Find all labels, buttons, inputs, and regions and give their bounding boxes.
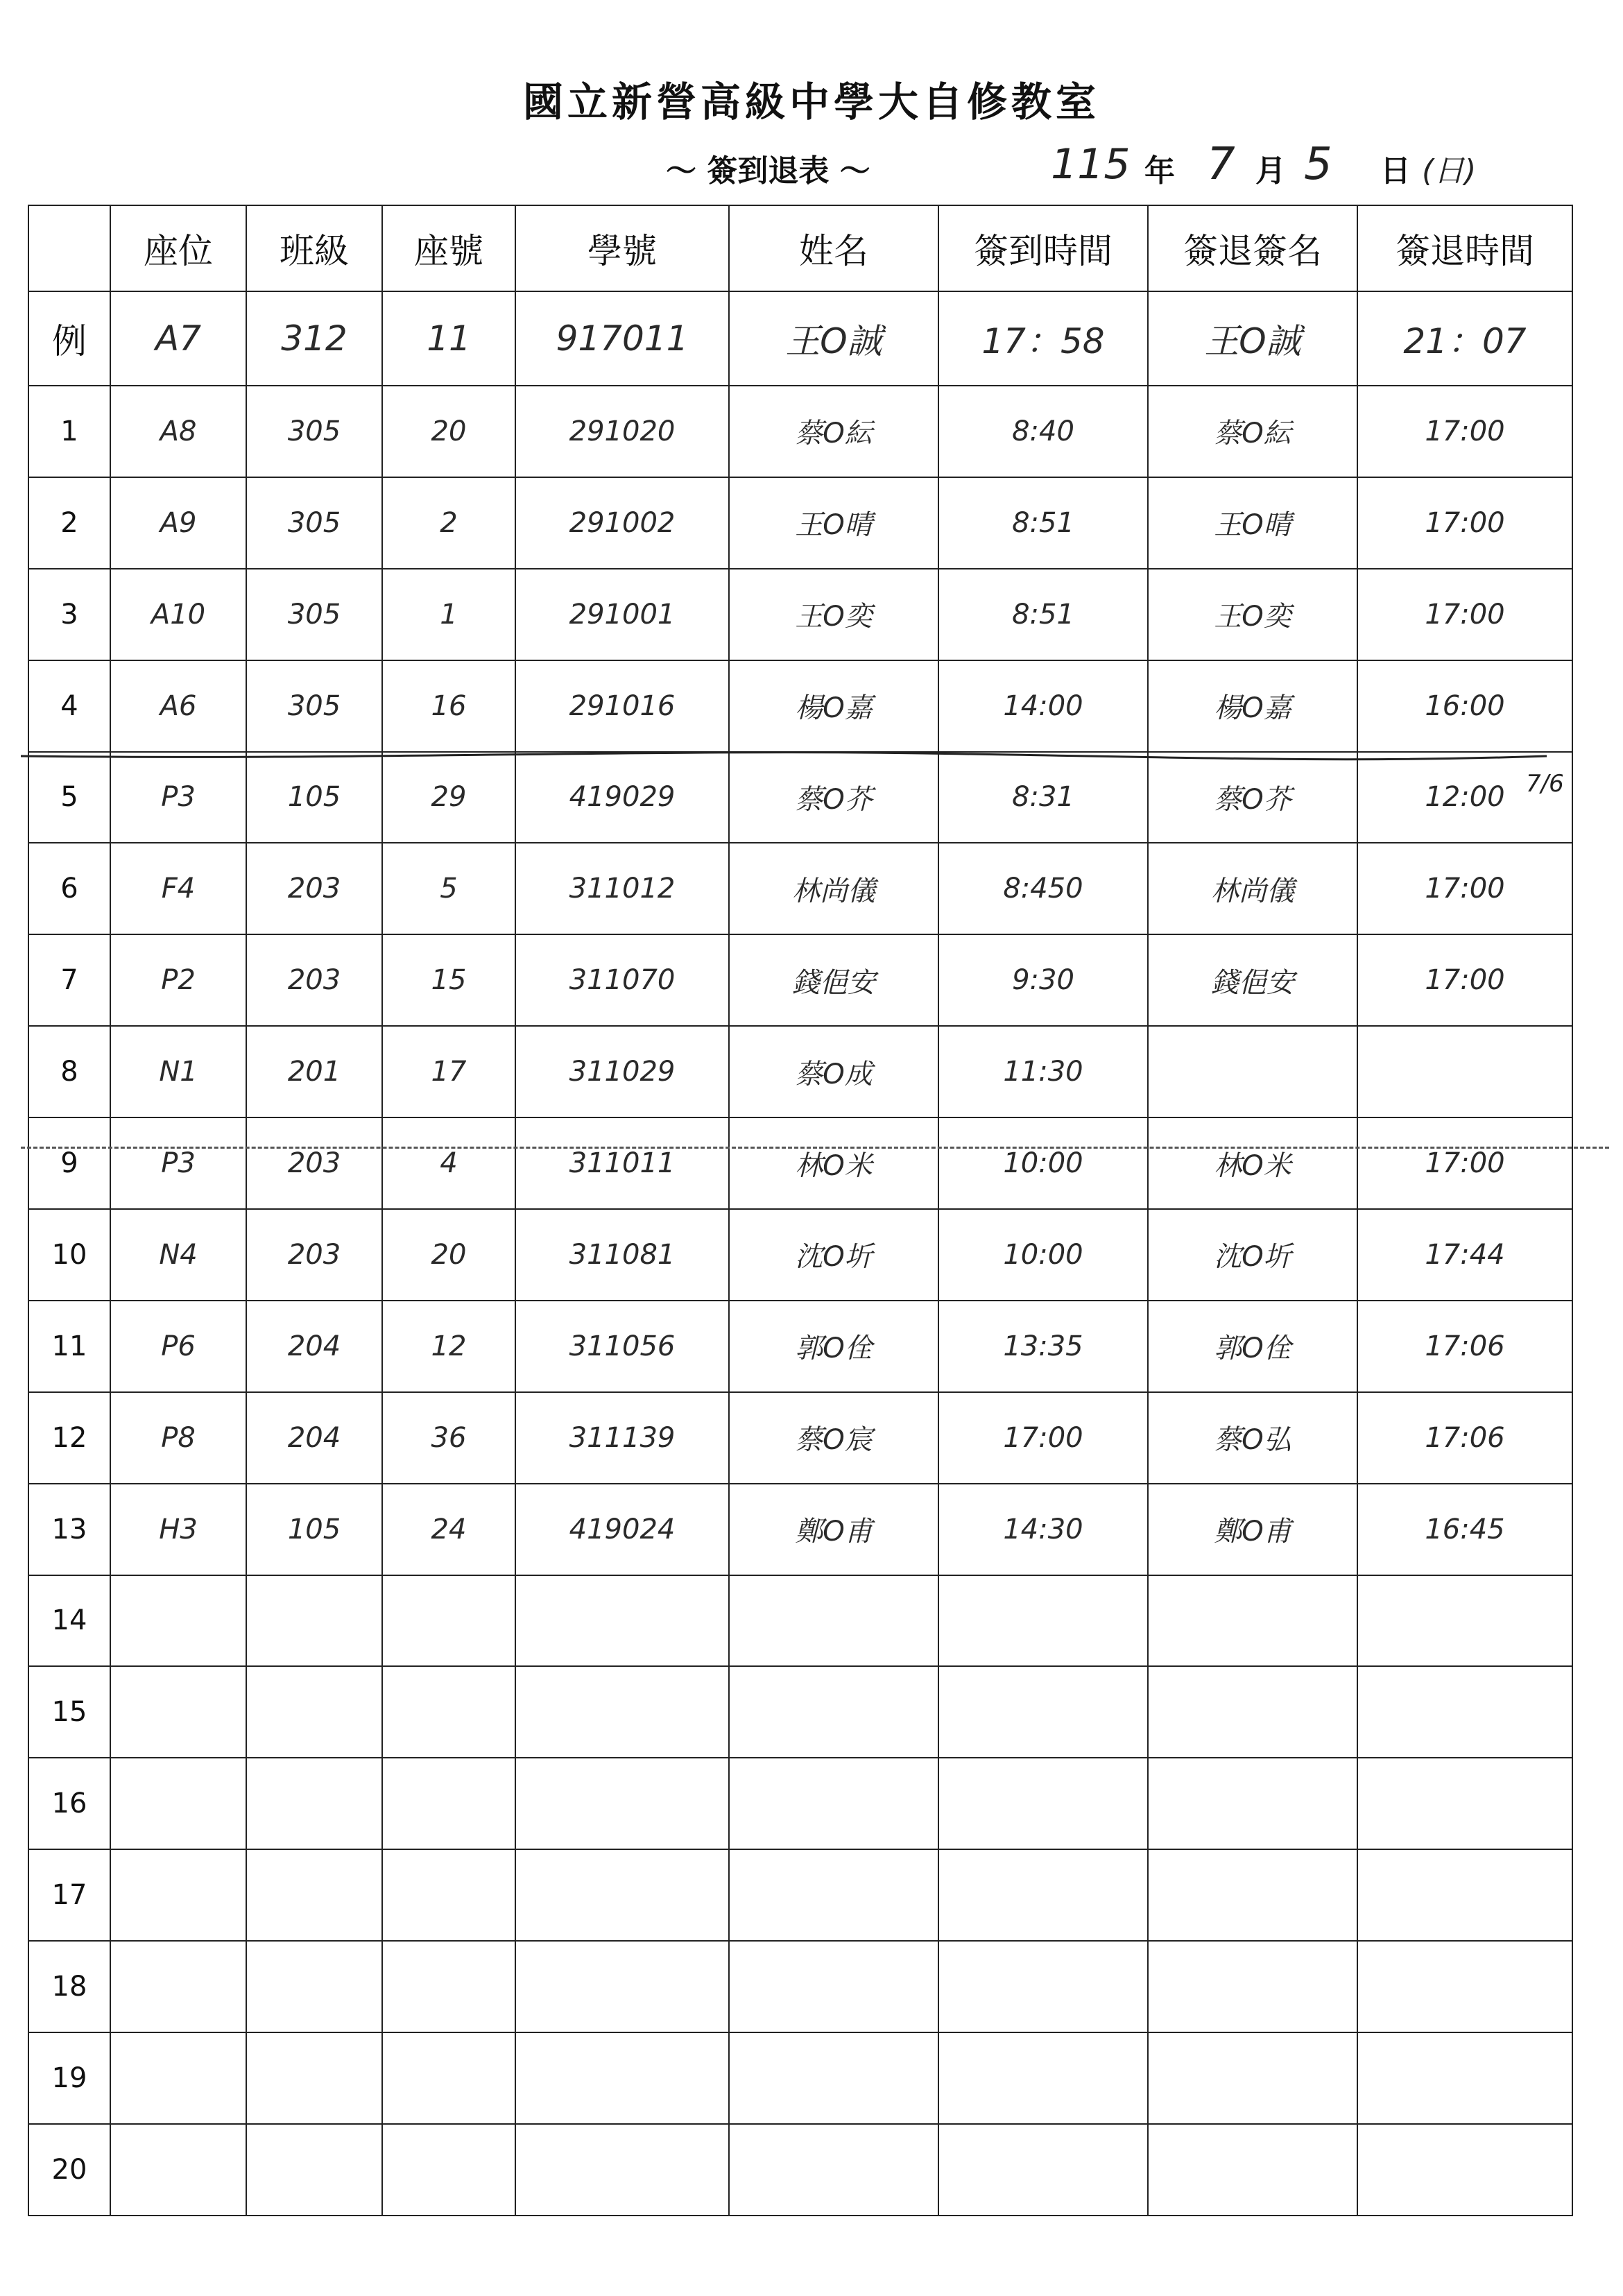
row-index-cell: 7	[28, 934, 110, 1026]
class-cell: 204	[246, 1392, 382, 1484]
header-index	[28, 205, 110, 291]
student-id-cell	[515, 1941, 729, 2032]
sign-out-time-cell: 17:00	[1357, 1117, 1572, 1209]
student-id-cell: 419024	[515, 1484, 729, 1575]
name-cell: 王O奕	[729, 569, 938, 660]
student-id-cell: 419029	[515, 752, 729, 843]
example-seat-number: 11	[382, 291, 515, 386]
name-cell	[729, 1849, 938, 1941]
student-id-cell: 311012	[515, 843, 729, 934]
seat-number-cell: 1	[382, 569, 515, 660]
sign-out-signature-cell	[1148, 1026, 1357, 1117]
sign-out-time-cell: 17:00	[1357, 569, 1572, 660]
header-sign-out-time: 簽退時間	[1357, 205, 1572, 291]
example-sign-in-time: 17：58	[938, 291, 1148, 386]
sign-out-time-cell: 17:06	[1357, 1392, 1572, 1484]
sign-out-signature-cell: 沈O圻	[1148, 1209, 1357, 1301]
header-seat-number: 座號	[382, 205, 515, 291]
sign-in-time-cell: 13:35	[938, 1301, 1148, 1392]
student-id-cell	[515, 2032, 729, 2124]
sign-out-signature-cell: 錢俋安	[1148, 934, 1357, 1026]
table-row	[28, 2124, 1572, 2216]
example-row	[28, 291, 1572, 386]
row-index-cell: 18	[28, 1941, 110, 2032]
row-index-cell: 12	[28, 1392, 110, 1484]
sign-out-time-cell	[1357, 2032, 1572, 2124]
seat-cell	[110, 1849, 246, 1941]
seat-number-cell	[382, 1666, 515, 1758]
seat-cell	[110, 1575, 246, 1667]
student-id-cell	[515, 1849, 729, 1941]
student-id-cell: 311029	[515, 1026, 729, 1117]
strike-line	[21, 748, 1547, 776]
seat-cell: F4	[110, 843, 246, 934]
row-index-cell: 17	[28, 1849, 110, 1941]
sign-out-signature-cell	[1148, 1941, 1357, 2032]
class-cell	[246, 2032, 382, 2124]
sign-out-signature-cell: 鄭O甫	[1148, 1484, 1357, 1575]
seat-number-cell: 36	[382, 1392, 515, 1484]
sign-out-signature-cell: 王O奕	[1148, 569, 1357, 660]
table-row	[28, 1392, 1572, 1484]
year-unit: 年	[1144, 153, 1175, 189]
sign-in-time-cell	[938, 1849, 1148, 1941]
sign-out-time-cell: 17:06	[1357, 1301, 1572, 1392]
seat-cell: P6	[110, 1301, 246, 1392]
name-cell	[729, 1941, 938, 2032]
name-cell: 郭O佺	[729, 1301, 938, 1392]
seat-number-cell: 16	[382, 660, 515, 752]
student-id-cell: 311056	[515, 1301, 729, 1392]
sign-out-signature-cell: 蔡O紜	[1148, 386, 1357, 477]
seat-cell: N4	[110, 1209, 246, 1301]
sign-out-signature-cell: 林尚儀	[1148, 843, 1357, 934]
sign-in-time-cell: 9:30	[938, 934, 1148, 1026]
student-id-cell	[515, 2124, 729, 2216]
seat-cell	[110, 1758, 246, 1849]
example-sign-out-signature: 王O誠	[1148, 291, 1357, 386]
table-row	[28, 1209, 1572, 1301]
seat-cell: H3	[110, 1484, 246, 1575]
sign-in-time-cell: 11:30	[938, 1026, 1148, 1117]
sign-out-signature-cell: 郭O佺	[1148, 1301, 1357, 1392]
row-index-cell: 11	[28, 1301, 110, 1392]
seat-cell: P3	[110, 1117, 246, 1209]
name-cell: 林O米	[729, 1117, 938, 1209]
class-cell: 203	[246, 843, 382, 934]
row-index-cell: 19	[28, 2032, 110, 2124]
name-cell	[729, 1758, 938, 1849]
row-index-cell: 6	[28, 843, 110, 934]
seat-cell: A10	[110, 569, 246, 660]
seat-number-cell: 29	[382, 752, 515, 843]
subtitle-row	[666, 139, 1568, 201]
sign-in-time-cell	[938, 1575, 1148, 1667]
table-row	[28, 2032, 1572, 2124]
class-cell: 105	[246, 1484, 382, 1575]
sign-in-time-cell	[938, 2032, 1148, 2124]
row-index-cell: 5	[28, 752, 110, 843]
table-row	[28, 1301, 1572, 1392]
sign-in-time-cell	[938, 1941, 1148, 2032]
table-row	[28, 1117, 1572, 1209]
student-id-cell: 291002	[515, 477, 729, 569]
seat-number-cell: 2	[382, 477, 515, 569]
sign-in-time-cell: 14:30	[938, 1484, 1148, 1575]
sign-out-time-cell	[1357, 1026, 1572, 1117]
sign-in-table	[28, 205, 1573, 2216]
seat-cell	[110, 1941, 246, 2032]
student-id-cell	[515, 1758, 729, 1849]
sign-in-time-cell	[938, 1758, 1148, 1849]
class-cell: 305	[246, 569, 382, 660]
student-id-cell: 291016	[515, 660, 729, 752]
seat-cell: N1	[110, 1026, 246, 1117]
sign-in-time-cell: 8:40	[938, 386, 1148, 477]
name-cell: 蔡O芥	[729, 752, 938, 843]
seat-number-cell	[382, 1849, 515, 1941]
class-cell	[246, 1575, 382, 1667]
row-index-cell: 15	[28, 1666, 110, 1758]
example-class: 312	[246, 291, 382, 386]
table-row	[28, 1849, 1572, 1941]
class-cell: 305	[246, 477, 382, 569]
name-cell: 蔡O宸	[729, 1392, 938, 1484]
sign-in-time-cell: 8:450	[938, 843, 1148, 934]
row-index-cell: 14	[28, 1575, 110, 1667]
sign-out-signature-cell	[1148, 1849, 1357, 1941]
form-title: 國立新營高級中學大自修教室	[522, 78, 1100, 126]
sign-out-time-cell	[1357, 1849, 1572, 1941]
student-id-cell	[515, 1575, 729, 1667]
day-unit: 日	[1380, 153, 1411, 189]
table-row	[28, 1575, 1572, 1667]
sign-out-time-cell	[1357, 1758, 1572, 1849]
header-class: 班級	[246, 205, 382, 291]
row-index-cell: 2	[28, 477, 110, 569]
name-cell: 蔡O成	[729, 1026, 938, 1117]
seat-cell: P2	[110, 934, 246, 1026]
sign-out-signature-cell: 蔡O芥	[1148, 752, 1357, 843]
student-id-cell: 311011	[515, 1117, 729, 1209]
example-name: 王O誠	[729, 291, 938, 386]
sign-out-time-cell	[1357, 1666, 1572, 1758]
sign-out-signature-cell	[1148, 1758, 1357, 1849]
table-row	[28, 1666, 1572, 1758]
sign-out-time-cell: 17:00	[1357, 477, 1572, 569]
margin-note: 7/6	[1526, 770, 1564, 798]
table-row	[28, 1758, 1572, 1849]
seat-number-cell: 20	[382, 386, 515, 477]
seat-cell: P8	[110, 1392, 246, 1484]
sign-in-time-cell: 8:51	[938, 477, 1148, 569]
sign-out-time-cell: 17:00	[1357, 934, 1572, 1026]
form-subtitle: ～ 簽到退表 ～	[666, 153, 870, 189]
sign-out-time-cell: 17:00	[1357, 386, 1572, 477]
sign-out-signature-cell: 王O晴	[1148, 477, 1357, 569]
sign-in-time-cell: 8:51	[938, 569, 1148, 660]
seat-number-cell: 5	[382, 843, 515, 934]
class-cell	[246, 1941, 382, 2032]
seat-cell	[110, 1666, 246, 1758]
table-row	[28, 569, 1572, 660]
student-id-cell: 311070	[515, 934, 729, 1026]
sign-out-signature-cell	[1148, 2032, 1357, 2124]
header-sign-in-time: 簽到時間	[938, 205, 1148, 291]
header-sign-out-signature: 簽退簽名	[1148, 205, 1357, 291]
sign-out-time-cell: 12:00	[1357, 752, 1572, 843]
row-index-cell: 1	[28, 386, 110, 477]
seat-number-cell: 17	[382, 1026, 515, 1117]
sign-in-time-cell: 10:00	[938, 1117, 1148, 1209]
seat-number-cell: 4	[382, 1117, 515, 1209]
sign-out-signature-cell	[1148, 1575, 1357, 1667]
seat-cell	[110, 2032, 246, 2124]
table-row	[28, 1941, 1572, 2032]
sign-out-time-cell: 16:45	[1357, 1484, 1572, 1575]
seat-number-cell	[382, 2032, 515, 2124]
student-id-cell: 311081	[515, 1209, 729, 1301]
date-day: 5	[1304, 139, 1332, 190]
name-cell: 沈O圻	[729, 1209, 938, 1301]
example-sign-out-time: 21：07	[1357, 291, 1572, 386]
sign-in-time-cell	[938, 1666, 1148, 1758]
row-index-cell: 4	[28, 660, 110, 752]
example-seat: A7	[110, 291, 246, 386]
date-month: 7	[1207, 139, 1235, 190]
header-seat: 座位	[110, 205, 246, 291]
sign-out-signature-cell: 蔡O弘	[1148, 1392, 1357, 1484]
row-index-cell: 13	[28, 1484, 110, 1575]
seat-number-cell	[382, 1575, 515, 1667]
student-id-cell: 291001	[515, 569, 729, 660]
seat-number-cell: 24	[382, 1484, 515, 1575]
header-row	[28, 205, 1572, 291]
name-cell: 王O晴	[729, 477, 938, 569]
row-index-cell: 8	[28, 1026, 110, 1117]
dashed-line	[21, 1147, 1609, 1150]
sign-in-time-cell: 10:00	[938, 1209, 1148, 1301]
seat-number-cell	[382, 1941, 515, 2032]
row-index-cell: 9	[28, 1117, 110, 1209]
table-row	[28, 1484, 1572, 1575]
class-cell	[246, 1849, 382, 1941]
sign-in-time-cell: 8:31	[938, 752, 1148, 843]
seat-cell	[110, 2124, 246, 2216]
name-cell	[729, 1666, 938, 1758]
table-row	[28, 477, 1572, 569]
sign-in-time-cell: 14:00	[938, 660, 1148, 752]
seat-number-cell: 20	[382, 1209, 515, 1301]
seat-cell: A6	[110, 660, 246, 752]
class-cell: 203	[246, 1209, 382, 1301]
class-cell	[246, 1666, 382, 1758]
seat-number-cell	[382, 2124, 515, 2216]
date-year: 115	[1051, 140, 1131, 189]
seat-number-cell	[382, 1758, 515, 1849]
row-index-cell: 16	[28, 1758, 110, 1849]
seat-number-cell: 12	[382, 1301, 515, 1392]
seat-cell: P3	[110, 752, 246, 843]
class-cell: 305	[246, 386, 382, 477]
seat-number-cell: 15	[382, 934, 515, 1026]
name-cell: 林尚儀	[729, 843, 938, 934]
row-index-cell: 20	[28, 2124, 110, 2216]
example-student-id: 917011	[515, 291, 729, 386]
student-id-cell	[515, 1666, 729, 1758]
sign-out-signature-cell	[1148, 2124, 1357, 2216]
class-cell: 105	[246, 752, 382, 843]
table-row	[28, 1026, 1572, 1117]
sign-in-time-cell: 17:00	[938, 1392, 1148, 1484]
name-cell: 鄭O甫	[729, 1484, 938, 1575]
name-cell: 蔡O紜	[729, 386, 938, 477]
class-cell: 203	[246, 934, 382, 1026]
sign-out-time-cell: 16:00	[1357, 660, 1572, 752]
sign-out-signature-cell	[1148, 1666, 1357, 1758]
name-cell: 楊O嘉	[729, 660, 938, 752]
seat-cell: A9	[110, 477, 246, 569]
name-cell: 錢俋安	[729, 934, 938, 1026]
sign-out-time-cell: 17:44	[1357, 1209, 1572, 1301]
table-row	[28, 660, 1572, 752]
sign-out-time-cell	[1357, 2124, 1572, 2216]
name-cell	[729, 1575, 938, 1667]
class-cell: 203	[246, 1117, 382, 1209]
student-id-cell: 311139	[515, 1392, 729, 1484]
row-index-cell: 3	[28, 569, 110, 660]
class-cell	[246, 2124, 382, 2216]
class-cell: 305	[246, 660, 382, 752]
class-cell	[246, 1758, 382, 1849]
student-id-cell: 291020	[515, 386, 729, 477]
header-student-id: 學號	[515, 205, 729, 291]
class-cell: 204	[246, 1301, 382, 1392]
sign-out-signature-cell: 楊O嘉	[1148, 660, 1357, 752]
name-cell	[729, 2032, 938, 2124]
sign-in-time-cell	[938, 2124, 1148, 2216]
row-index-cell: 10	[28, 1209, 110, 1301]
table-row	[28, 934, 1572, 1026]
sign-out-signature-cell: 林O米	[1148, 1117, 1357, 1209]
seat-cell: A8	[110, 386, 246, 477]
table-row	[28, 843, 1572, 934]
sign-out-time-cell: 17:00	[1357, 843, 1572, 934]
table-row	[28, 386, 1572, 477]
date-weekday: (日)	[1422, 153, 1477, 189]
class-cell: 201	[246, 1026, 382, 1117]
sign-out-time-cell	[1357, 1941, 1572, 2032]
header-name: 姓名	[729, 205, 938, 291]
month-unit: 月	[1255, 153, 1286, 189]
name-cell	[729, 2124, 938, 2216]
example-label: 例	[28, 291, 110, 386]
sign-out-time-cell	[1357, 1575, 1572, 1667]
